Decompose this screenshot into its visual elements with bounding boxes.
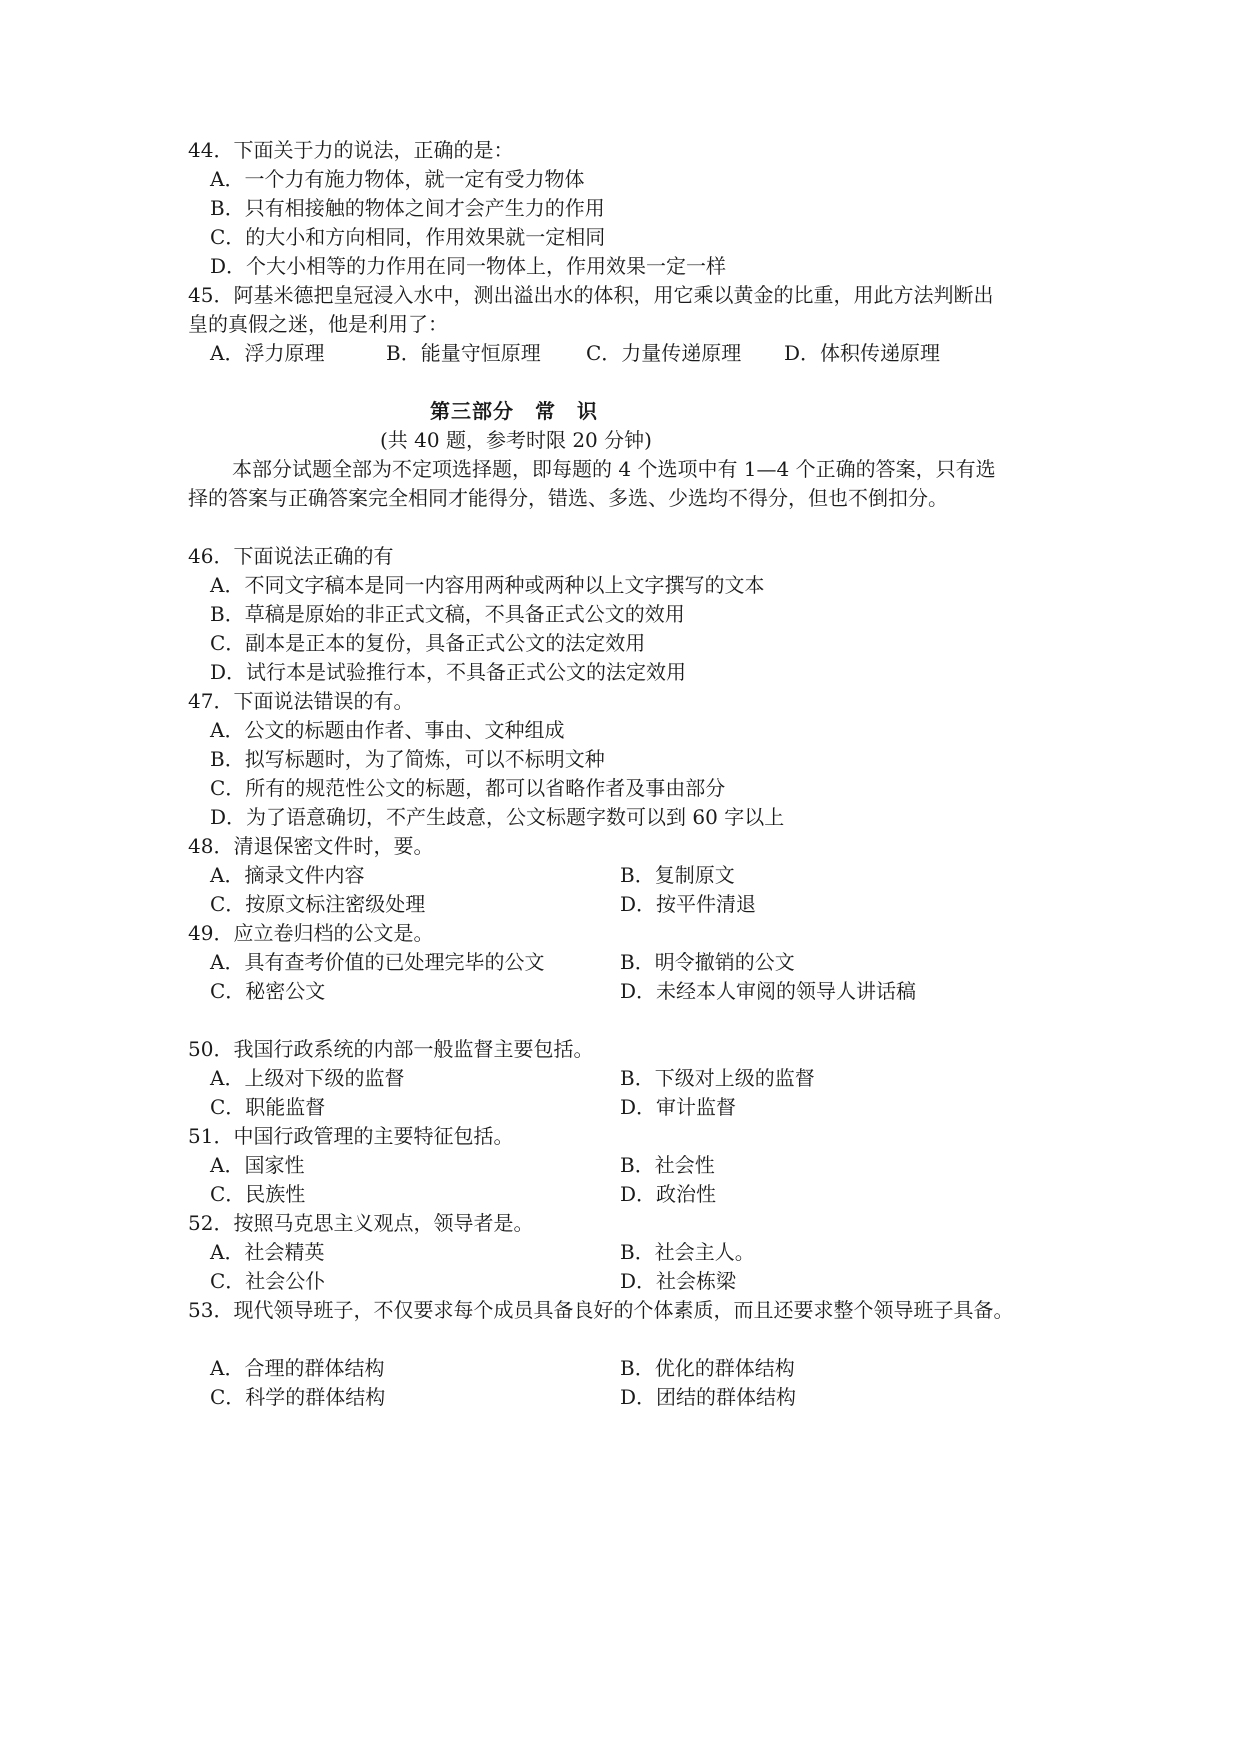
question-45-option-d: D．体积传递原理 [784, 341, 941, 365]
question-53-option-a: A．合理的群体结构 [210, 1356, 385, 1380]
question-50-stem: 50．我国行政系统的内部一般监督主要包括。 [188, 1037, 594, 1061]
question-51-option-b: B．社会性 [620, 1153, 715, 1177]
question-53-option-c: C．科学的群体结构 [210, 1385, 386, 1409]
question-49-option-a: A．具有查考价值的已处理完毕的公文 [210, 950, 545, 974]
question-51-option-d: D．政治性 [620, 1182, 717, 1206]
question-52-option-d: D．社会栋梁 [620, 1269, 737, 1293]
question-44-option-d: D．个大小相等的力作用在同一物体上，作用效果一定一样 [210, 254, 727, 278]
section-instruction-line1: 本部分试题全部为不定项选择题，即每题的 4 个选项中有 1—4 个正确的答案，只有选 [232, 457, 996, 481]
question-45-option-a: A．浮力原理 [210, 341, 325, 365]
question-47-option-a: A．公文的标题由作者、事由、文种组成 [210, 718, 565, 742]
question-48-option-a: A．摘录文件内容 [210, 863, 365, 887]
question-53-option-b: B．优化的群体结构 [620, 1356, 795, 1380]
question-52-stem: 52．按照马克思主义观点，领导者是。 [188, 1211, 534, 1235]
question-48-stem: 48．清退保密文件时，要。 [188, 834, 434, 858]
question-50-option-b: B．下级对上级的监督 [620, 1066, 815, 1090]
question-44-option-c: C．的大小和方向相同，作用效果就一定相同 [210, 225, 606, 249]
question-46-option-d: D．试行本是试验推行本，不具备正式公文的法定效用 [210, 660, 687, 684]
question-44-option-b: B．只有相接触的物体之间才会产生力的作用 [210, 196, 605, 220]
question-46-option-b: B．草稿是原始的非正式文稿，不具备正式公文的效用 [210, 602, 685, 626]
question-47-option-d: D．为了语意确切，不产生歧意，公文标题字数可以到 60 字以上 [210, 805, 785, 829]
question-50-option-a: A．上级对下级的监督 [210, 1066, 405, 1090]
question-49-option-d: D．未经本人审阅的领导人讲话稿 [620, 979, 917, 1003]
question-49-option-b: B．明令撤销的公文 [620, 950, 795, 974]
question-47-option-c: C．所有的规范性公文的标题，都可以省略作者及事由部分 [210, 776, 726, 800]
question-45-stem-line2: 皇的真假之迷，他是利用了： [188, 312, 448, 336]
question-44-option-a: A．一个力有施力物体，就一定有受力物体 [210, 167, 585, 191]
section-subtitle: (共 40 题，参考时限 20 分钟) [380, 428, 652, 452]
section-title: 第三部分 常 识 [430, 399, 598, 423]
question-46-stem: 46．下面说法正确的有 [188, 544, 394, 568]
question-47-option-b: B．拟写标题时，为了简炼，可以不标明文种 [210, 747, 605, 771]
question-53-stem: 53．现代领导班子，不仅要求每个成员具备良好的个体素质，而且还要求整个领导班子具备。 [188, 1298, 1014, 1322]
question-49-stem: 49．应立卷归档的公文是。 [188, 921, 434, 945]
question-48-option-d: D．按平件清退 [620, 892, 757, 916]
question-48-option-b: B．复制原文 [620, 863, 735, 887]
question-47-stem: 47．下面说法错误的有。 [188, 689, 414, 713]
question-46-option-a: A．不同文字稿本是同一内容用两种或两种以上文字撰写的文本 [210, 573, 765, 597]
question-52-option-a: A．社会精英 [210, 1240, 325, 1264]
question-46-option-c: C．副本是正本的复份，具备正式公文的法定效用 [210, 631, 646, 655]
question-50-option-d: D．审计监督 [620, 1095, 737, 1119]
question-48-option-c: C．按原文标注密级处理 [210, 892, 426, 916]
section-instruction-line2: 择的答案与正确答案完全相同才能得分，错选、多选、少选均不得分，但也不倒扣分。 [188, 486, 948, 510]
question-52-option-c: C．社会公仆 [210, 1269, 326, 1293]
question-45-option-b: B．能量守恒原理 [386, 341, 541, 365]
question-53-option-d: D．团结的群体结构 [620, 1385, 797, 1409]
question-51-stem: 51．中国行政管理的主要特征包括。 [188, 1124, 514, 1148]
question-45-option-c: C．力量传递原理 [586, 341, 742, 365]
question-45-stem-line1: 45．阿基米德把皇冠浸入水中，测出溢出水的体积，用它乘以黄金的比重，用此方法判断出 [188, 283, 994, 307]
question-52-option-b: B．社会主人。 [620, 1240, 755, 1264]
question-51-option-c: C．民族性 [210, 1182, 306, 1206]
question-49-option-c: C．秘密公文 [210, 979, 326, 1003]
question-44-stem: 44．下面关于力的说法，正确的是： [188, 138, 514, 162]
question-50-option-c: C．职能监督 [210, 1095, 326, 1119]
question-51-option-a: A．国家性 [210, 1153, 305, 1177]
